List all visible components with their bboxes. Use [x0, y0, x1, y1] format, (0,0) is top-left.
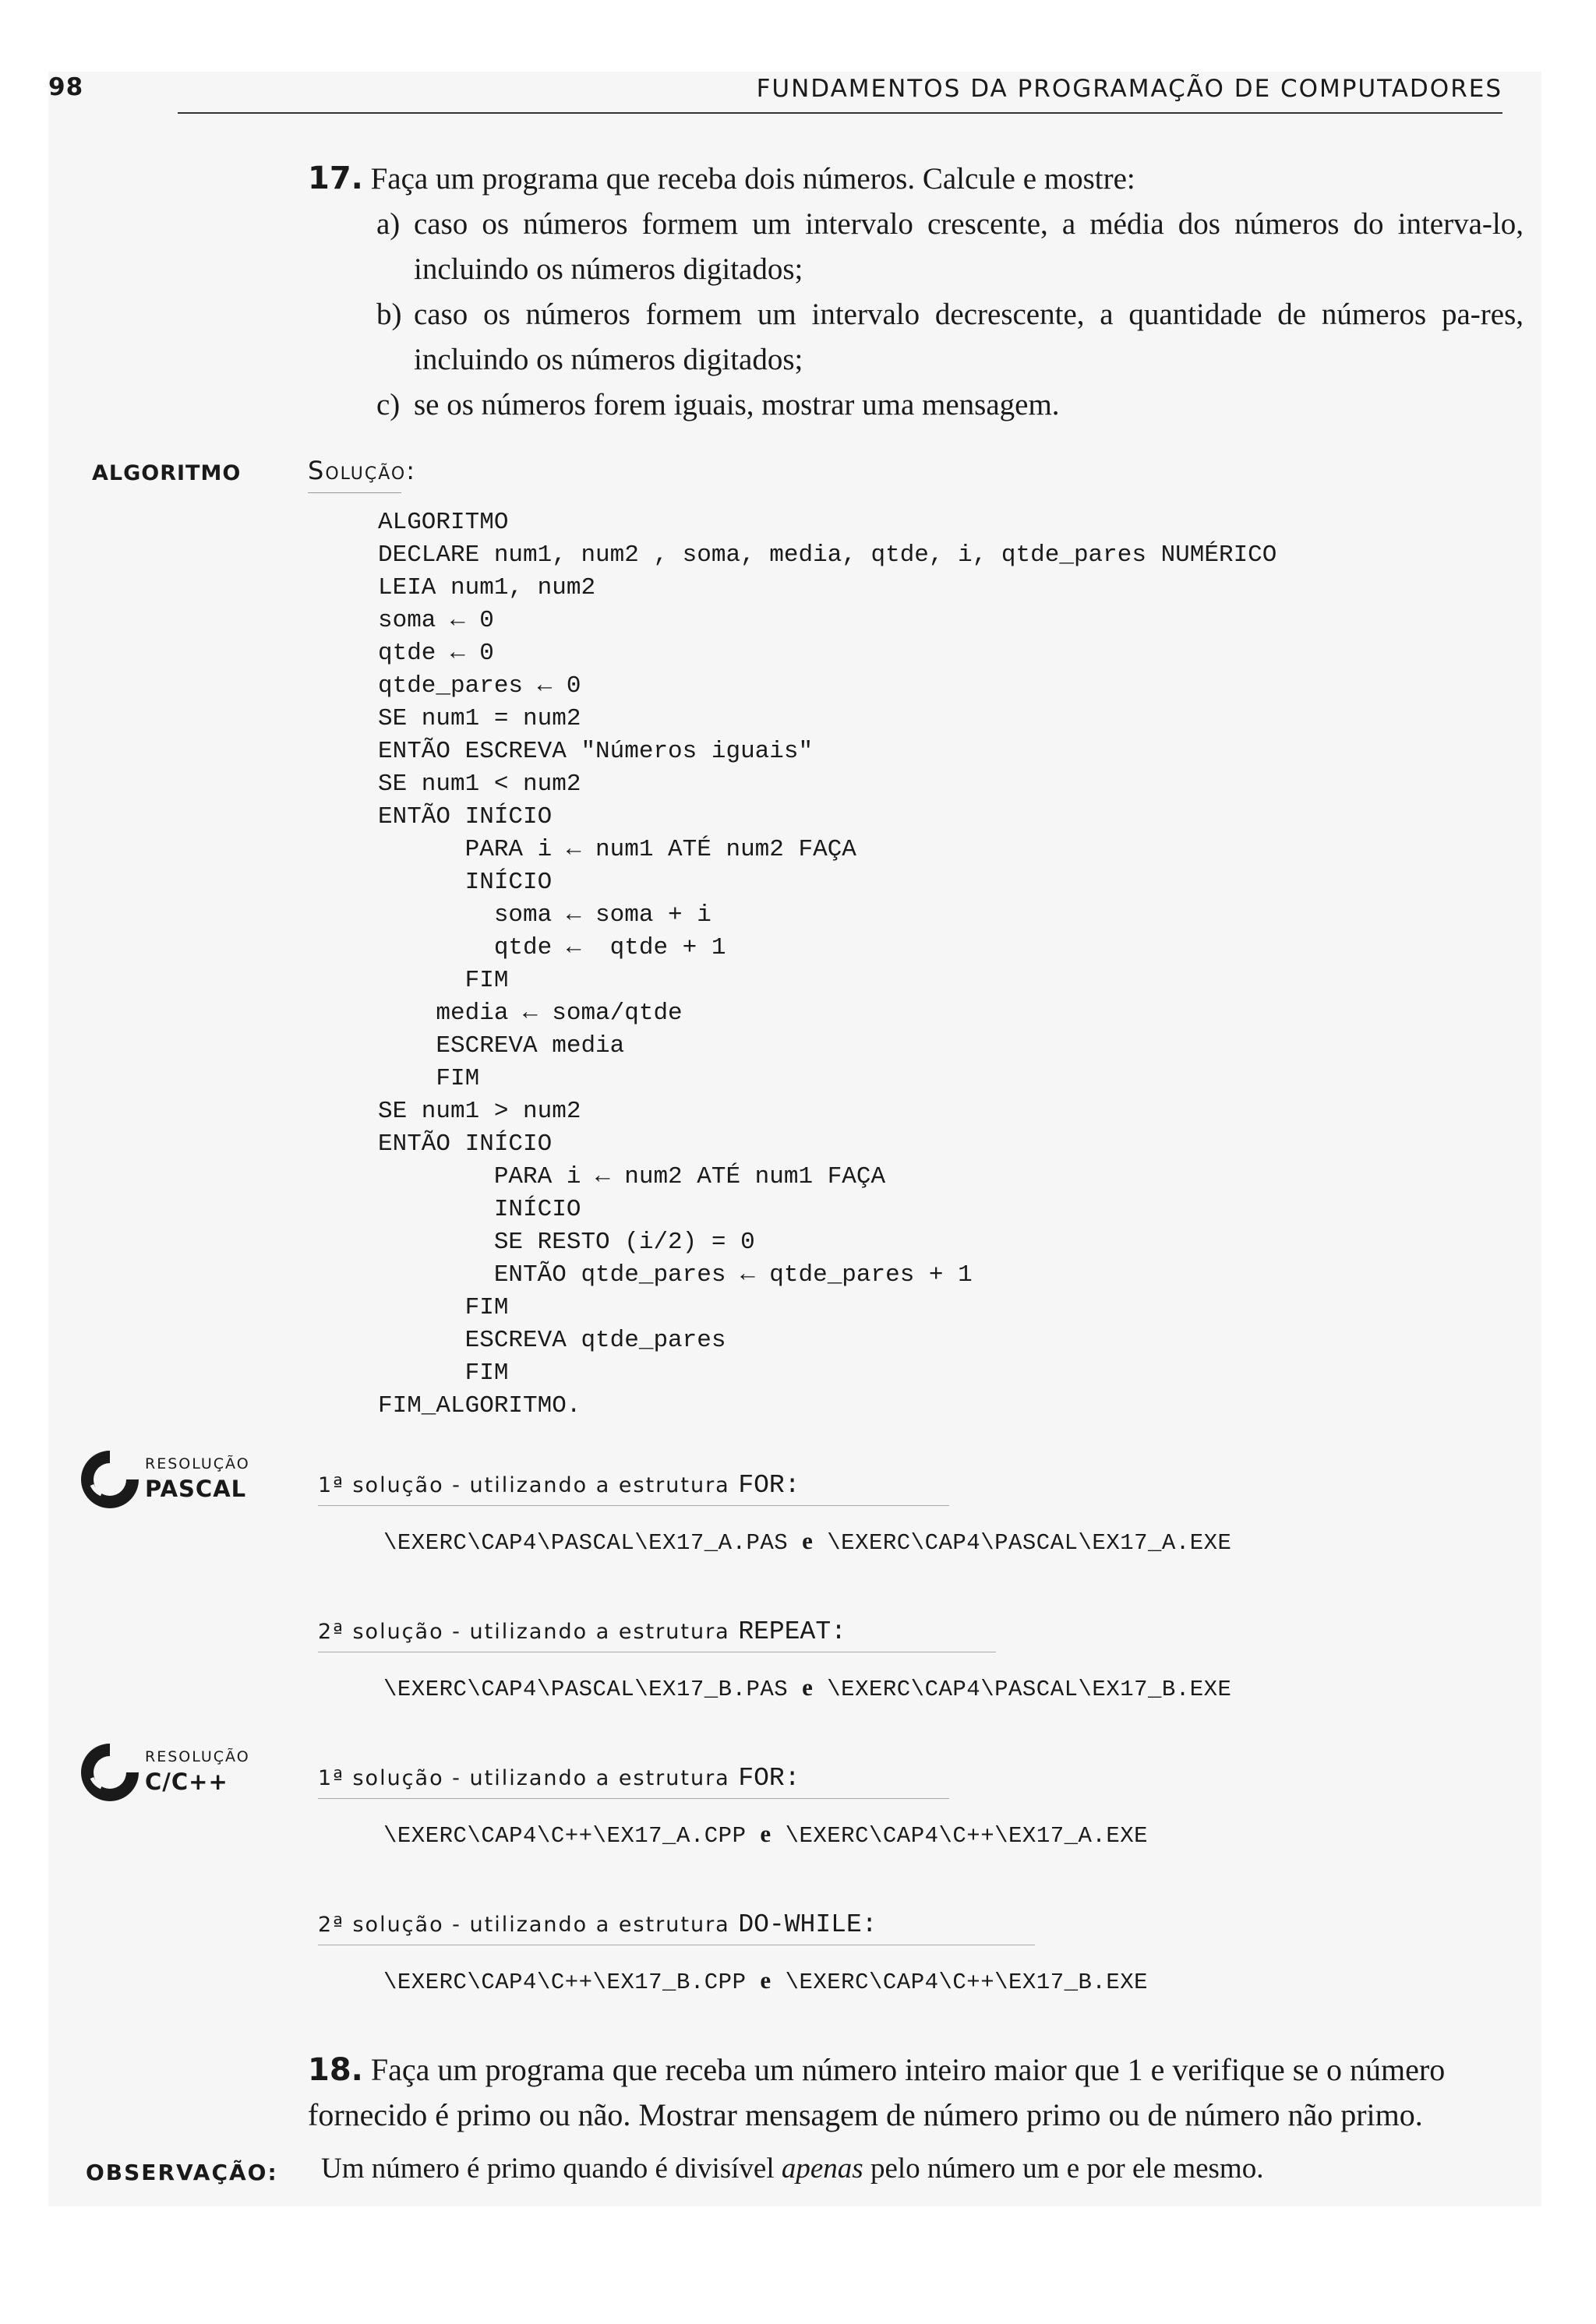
page-number: 98 — [48, 73, 84, 101]
solution-underline — [318, 1505, 949, 1506]
solution-title: 2ª solução - utilizando a estrutura — [318, 1620, 730, 1644]
cpp-solution-1-files — [383, 1820, 1148, 1849]
exercise-17 — [308, 156, 1524, 428]
code-line: INÍCIO — [378, 1196, 581, 1223]
exercise-17-statement — [308, 156, 1524, 202]
code-line: ENTÃO ESCREVA "Números iguais" — [378, 738, 814, 765]
code-line: FIM — [378, 1294, 509, 1321]
algorithm-code — [378, 506, 1276, 1423]
subitem-text: caso os números formem um intervalo decrescente, a quantidade de números pa-res, incluindo os números digitados; — [414, 298, 1524, 376]
exercise-number: 18. — [308, 2052, 363, 2088]
code-line: PARA i ← num1 ATÉ num2 FAÇA — [378, 836, 856, 863]
code-line: FIM — [378, 1065, 480, 1092]
code-line: soma ← soma + i — [378, 901, 711, 929]
conjunction: e — [760, 1966, 772, 1994]
resolution-small-label: RESOLUÇÃO — [145, 1748, 250, 1765]
conjunction: e — [802, 1527, 814, 1554]
code-line: FIM — [378, 1359, 509, 1387]
code-line: DECLARE num1, num2 , soma, media, qtde, i, qtde_pares NUMÉRICO — [378, 541, 1277, 569]
subitem-label: c) — [376, 388, 401, 421]
subitem-text: se os números forem iguais, mostrar uma mensagem. — [414, 388, 1060, 421]
structure-keyword: FOR: — [738, 1471, 800, 1500]
subitem-label: b) — [376, 298, 402, 331]
subitem-label: a) — [376, 207, 401, 241]
code-line: ESCREVA qtde_pares — [378, 1327, 726, 1354]
code-line: ENTÃO INÍCIO — [378, 803, 553, 831]
code-line: media ← soma/qtde — [378, 1000, 683, 1027]
solution-underline — [308, 492, 401, 493]
code-line: LEIA num1, num2 — [378, 574, 596, 601]
resolution-language-label: C/C++ — [145, 1769, 228, 1795]
resolution-icon — [78, 1740, 142, 1804]
source-file-path: \EXERC\CAP4\C++\EX17_B.CPP — [383, 1970, 747, 1995]
subitem-b — [308, 292, 1524, 383]
exercise-text: Faça um programa que receba um número inteiro maior que 1 e verifique se o número fornecido é primo ou não. Mostrar mensagem de número primo ou de número não primo. — [308, 2052, 1446, 2132]
code-line: SE RESTO (i/2) = 0 — [378, 1229, 755, 1256]
pascal-solution-1-title — [318, 1471, 800, 1500]
code-line: SE num1 = num2 — [378, 705, 581, 732]
algorithm-margin-label: ALGORITMO — [92, 461, 242, 485]
resolution-icon — [78, 1448, 142, 1511]
code-line: qtde ← qtde + 1 — [378, 934, 726, 961]
observation-text-end: pelo número um e por ele mesmo. — [870, 2153, 1264, 2185]
pascal-solution-2-files — [383, 1673, 1231, 1702]
solution-title: 1ª solução - utilizando a estrutura — [318, 1473, 730, 1497]
executable-file-path: \EXERC\CAP4\C++\EX17_A.EXE — [785, 1823, 1149, 1849]
solution-label: Solução: — [308, 456, 417, 485]
executable-file-path: \EXERC\CAP4\PASCAL\EX17_A.EXE — [827, 1530, 1232, 1556]
structure-keyword: REPEAT: — [738, 1617, 846, 1646]
exercise-18 — [308, 2047, 1531, 2138]
solution-title: 1ª solução - utilizando a estrutura — [318, 1766, 730, 1790]
pascal-solution-1-files — [383, 1527, 1231, 1556]
code-line: qtde_pares ← 0 — [378, 672, 581, 700]
code-line: SE num1 > num2 — [378, 1098, 581, 1125]
conjunction: e — [760, 1820, 772, 1847]
subitem-c — [308, 383, 1524, 428]
observation-label: OBSERVAÇÃO: — [86, 2160, 278, 2185]
solution-underline — [318, 1798, 949, 1799]
code-line: FIM — [378, 967, 509, 994]
structure-keyword: FOR: — [738, 1764, 800, 1793]
pascal-badge — [78, 1448, 273, 1525]
resolution-small-label: RESOLUÇÃO — [145, 1455, 250, 1472]
code-line: SE num1 < num2 — [378, 771, 581, 798]
code-line: PARA i ← num2 ATÉ num1 FAÇA — [378, 1163, 886, 1190]
code-line: FIM_ALGORITMO. — [378, 1392, 581, 1419]
header-rule — [178, 112, 1502, 114]
code-line: soma ← 0 — [378, 607, 494, 634]
subitem-a — [308, 202, 1524, 292]
exercise-text: Faça um programa que receba dois números. Calcule e mostre: — [370, 162, 1135, 196]
code-line: ENTÃO INÍCIO — [378, 1130, 553, 1158]
code-line: INÍCIO — [378, 869, 553, 896]
running-title: FUNDAMENTOS DA PROGRAMAÇÃO DE COMPUTADORES — [756, 75, 1502, 103]
structure-keyword: DO-WHILE: — [738, 1910, 877, 1939]
code-line: ENTÃO qtde_pares ← qtde_pares + 1 — [378, 1261, 973, 1289]
code-line: qtde ← 0 — [378, 640, 494, 667]
executable-file-path: \EXERC\CAP4\PASCAL\EX17_B.EXE — [827, 1677, 1232, 1702]
exercise-number: 17. — [308, 160, 363, 196]
pascal-solution-2-title — [318, 1617, 846, 1646]
resolution-language-label: PASCAL — [145, 1476, 247, 1502]
cpp-solution-2-title — [318, 1910, 877, 1939]
source-file-path: \EXERC\CAP4\C++\EX17_A.CPP — [383, 1823, 747, 1849]
executable-file-path: \EXERC\CAP4\C++\EX17_B.EXE — [785, 1970, 1149, 1995]
cpp-solution-1-title — [318, 1764, 800, 1793]
observation-text — [321, 2152, 1263, 2185]
cpp-badge — [78, 1740, 273, 1818]
source-file-path: \EXERC\CAP4\PASCAL\EX17_B.PAS — [383, 1677, 789, 1702]
source-file-path: \EXERC\CAP4\PASCAL\EX17_A.PAS — [383, 1530, 789, 1556]
solution-title: 2ª solução - utilizando a estrutura — [318, 1913, 730, 1937]
conjunction: e — [802, 1673, 814, 1701]
cpp-solution-2-files — [383, 1966, 1148, 1995]
code-line: ESCREVA media — [378, 1032, 625, 1060]
subitem-text: caso os números formem um intervalo crescente, a média dos números do interva-lo, incluindo os números digitados; — [414, 207, 1524, 286]
observation-emphasis: apenas — [781, 2153, 863, 2185]
observation-text-start: Um número é primo quando é divisível — [321, 2153, 775, 2185]
code-line: ALGORITMO — [378, 509, 509, 536]
